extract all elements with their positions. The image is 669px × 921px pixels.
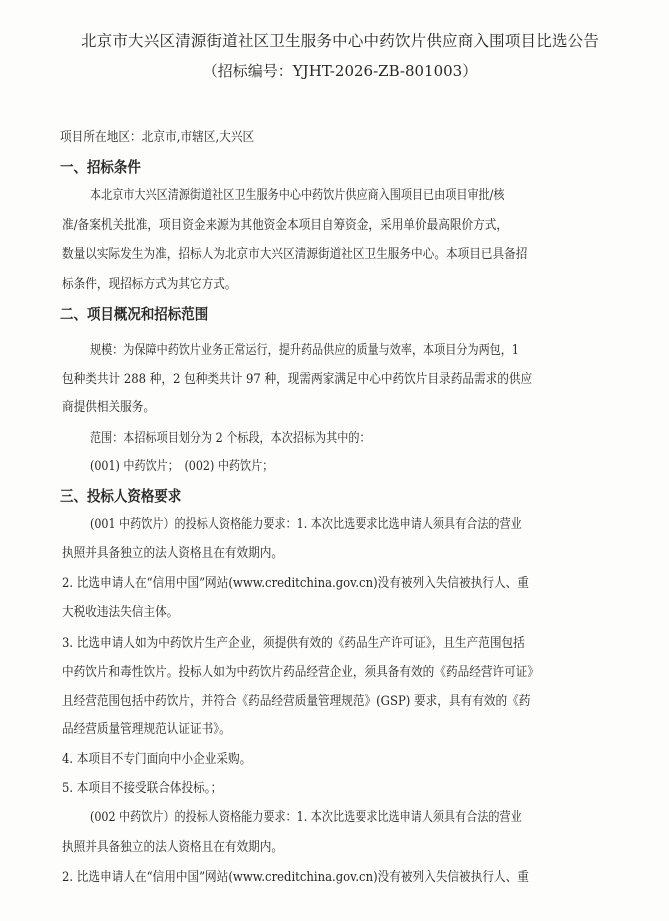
paragraph-line: 规模：为保障中药饮片业务正常运行，提升药品供应的质量与效率，本项目分为两包，1 (90, 343, 519, 358)
paragraph-line: (001) 中药饮片； (002) 中药饮片； (90, 459, 274, 474)
paragraph-line: (002 中药饮片）的投标人资格能力要求：1. 本次比选要求比选申请人须具有合法的营业 (90, 810, 522, 825)
section-heading: 三、投标人资格要求 (60, 487, 182, 505)
paragraph-line: 4. 本项目不专门面向中小企业采购。 (62, 752, 252, 767)
paragraph-line: 包种类共计 288 种，2 包种类共计 97 种，现需两家满足中心中药饮片目录药品需求的供应 (62, 372, 533, 387)
paragraph-line: 中药饮片和毒性饮片。投标人如为中药饮片药品经营企业，须具备有效的《药品经营许可证》 (62, 665, 540, 680)
paragraph-line: 标条件，现招标方式为其它方式。 (62, 277, 237, 292)
paragraph-line: 本北京市大兴区清源街道社区卫生服务中心中药饮片供应商入围项目已由项目审批/核 (90, 188, 505, 203)
section-heading: 二、项目概况和招标范围 (60, 305, 209, 323)
paragraph-line: 2. 比选申请人在“信用中国”网站(www.creditchina.gov.cn)没有被列入失信被执行人、重 (62, 576, 529, 591)
paragraph-line: 品经营质量管理规范认证证书》。 (62, 722, 231, 737)
paragraph-line: 范围：本招标项目划分为 2 个标段，本次招标为其中的： (90, 431, 371, 446)
document-title: 北京市大兴区清源街道社区卫生服务中心中药饮片供应商入围项目比选公告 (80, 32, 600, 50)
paragraph-line: 执照并具备独立的法人资格且在有效期内。 (62, 840, 284, 855)
paragraph-line: 大税收违法失信主体。 (62, 605, 179, 620)
paragraph-line: 2. 比选申请人在“信用中国”网站(www.creditchina.gov.cn)没有被列入失信被执行人、重 (62, 870, 529, 885)
section-heading: 一、招标条件 (60, 158, 141, 176)
paragraph-line: 3. 比选申请人如为中药饮片生产企业，须提供有效的《药品生产许可证》，且生产范围包括 (62, 636, 525, 651)
paragraph-line: (001 中药饮片）的投标人资格能力要求：1. 本次比选要求比选申请人须具有合法的营业 (90, 517, 522, 532)
paragraph-line: 5. 本项目不接受联合体投标。； (62, 781, 223, 796)
paragraph-line: 执照并具备独立的法人资格且在有效期内。 (62, 546, 284, 561)
paragraph-line: 数量以实际发生为准，招标人为北京市大兴区清源街道社区卫生服务中心。本项目已具备招 (62, 247, 528, 262)
tender-number: （招标编号：YJHT-2026-ZB-801003） (202, 62, 478, 80)
project-location: 项目所在地区：北京市,市辖区,大兴区 (60, 130, 255, 145)
paragraph-line: 且经营范围包括中药饮片，并符合《药品经营质量管理规范》(GSP) 要求，具有有效的《药 (62, 694, 531, 709)
paragraph-line: 商提供相关服务。 (62, 400, 156, 415)
paragraph-line: 准/备案机关批准，项目资金来源为其他资金本项目自筹资金，采用单价最高限价方式， (62, 218, 509, 233)
